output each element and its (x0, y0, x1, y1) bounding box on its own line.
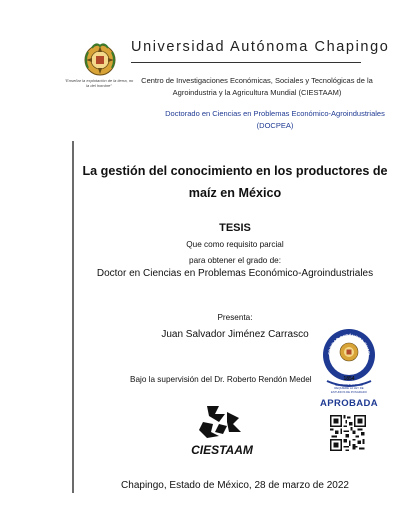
seal-ring-text: ERSIDAD AUTÓNOMA CHAPI (326, 332, 372, 356)
supervisor-line: Bajo la supervisión del Dr. Roberto Rendón Medel (130, 375, 312, 384)
program-line-1: Doctorado en Ciencias en Problemas Económico-Agroindustriales (165, 109, 385, 118)
author-name: Juan Salvador Jiménez Carrasco (161, 329, 309, 340)
university-name: Universidad Autónoma Chapingo (131, 39, 390, 55)
ciestaam-wordmark: CIESTAAM (191, 443, 253, 457)
seal-year: 1854 (343, 376, 355, 382)
thesis-title-line-2: maíz en México (188, 186, 282, 200)
document-type: TESIS (219, 222, 251, 234)
requirement-line-1: Que como requisito parcial (186, 240, 284, 249)
vertical-margin-rule (72, 141, 74, 493)
header-rule (131, 62, 361, 63)
doctoral-program (150, 108, 400, 132)
ciestaam-logo (189, 402, 255, 458)
thesis-title-line-1: La gestión del conocimiento en los productores de (82, 164, 388, 178)
university-logo (78, 40, 122, 78)
degree-name: Doctor en Ciencias en Problemas Económico-Agroindustriales (96, 268, 374, 279)
requirement-line-2: para obtener el grado de: (189, 256, 281, 265)
seal-caption: CONFORME CON LO REQUIERE LA LEY DE ESTUDIOS DE POSGRADO (331, 383, 367, 394)
research-center-line-2: Agroindustria y la Agricultura Mundial (CIESTAAM) (172, 88, 342, 97)
approved-label: APROBADA (319, 398, 379, 409)
university-motto: "Enseñar la explotación de la tierra, no la del hombre" (64, 78, 134, 88)
research-center-line-1: Centro de Investigaciones Económicas, Sociales y Tecnológicas de la (141, 76, 373, 85)
thesis-title (80, 160, 390, 204)
place-and-date: Chapingo, Estado de México, 28 de marzo de 2022 (121, 480, 349, 491)
presents-label: Presenta: (217, 313, 253, 322)
qr-code-icon (330, 415, 366, 451)
program-line-2: (DOCPEA) (256, 121, 294, 130)
research-center-name (132, 75, 382, 99)
